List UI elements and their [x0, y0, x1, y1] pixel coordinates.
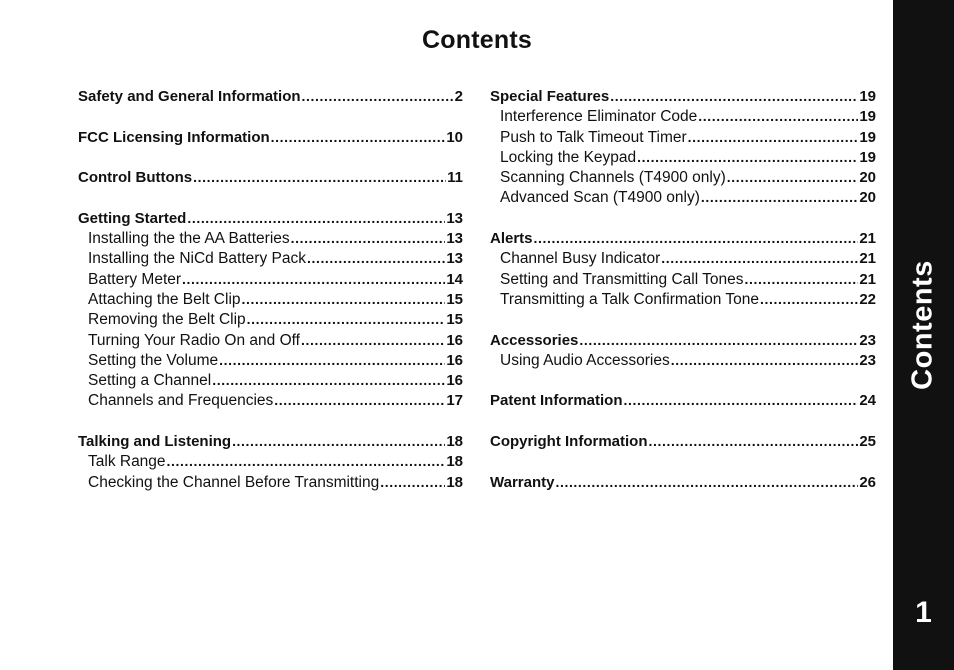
- toc-entry-page: 16: [446, 372, 463, 390]
- toc-entry-page: 24: [859, 392, 876, 410]
- toc-entry-title: Channels and Frequencies: [88, 392, 274, 410]
- toc-entry-page: 16: [446, 351, 463, 369]
- toc-entry-page: 19: [859, 148, 876, 166]
- toc-section: [78, 86, 463, 106]
- toc-entry-page: 18: [446, 473, 463, 491]
- toc-entry-title: Transmitting a Talk Confirmation Tone: [500, 290, 760, 308]
- toc-section-entry[interactable]: [490, 228, 876, 248]
- toc-entry-page: 2: [454, 88, 463, 105]
- side-tab-label: Contents: [906, 260, 939, 390]
- dot-leader: [271, 127, 446, 147]
- toc-section-entry[interactable]: [490, 431, 876, 451]
- toc-subsection-entry[interactable]: [490, 127, 876, 147]
- toc-subsection-entry[interactable]: [78, 350, 463, 370]
- toc-entry-title: Setting a Channel: [88, 372, 212, 390]
- toc-section-entry[interactable]: [78, 208, 463, 228]
- dot-leader: [167, 451, 446, 471]
- toc-section-entry[interactable]: [490, 390, 876, 410]
- dot-leader: [232, 431, 445, 451]
- toc-entry-title: Getting Started: [78, 209, 187, 227]
- page-number: 1: [915, 596, 932, 629]
- dot-leader: [760, 289, 858, 309]
- toc-section: [490, 228, 876, 309]
- toc-section-entry[interactable]: [78, 431, 463, 451]
- toc-entry-title: Removing the Belt Clip: [88, 311, 246, 329]
- toc-entry-title: Push to Talk Timeout Timer: [500, 128, 687, 146]
- dot-leader: [182, 269, 445, 289]
- toc-entry-title: FCC Licensing Information: [78, 128, 270, 146]
- toc-entry-page: 19: [859, 108, 876, 126]
- toc-entry-title: Setting and Transmitting Call Tones: [500, 270, 744, 288]
- toc-subsection-entry[interactable]: [490, 350, 876, 370]
- toc-subsection-entry[interactable]: [78, 370, 463, 390]
- dot-leader: [291, 228, 446, 248]
- toc-entry-page: 26: [859, 473, 876, 491]
- toc-section: [490, 86, 876, 208]
- toc-section: [490, 431, 876, 451]
- toc-section: [78, 431, 463, 492]
- toc-subsection-entry[interactable]: [78, 269, 463, 289]
- dot-leader: [193, 167, 446, 187]
- toc-entry-title: Using Audio Accessories: [500, 351, 670, 369]
- toc-entry-title: Locking the Keypad: [500, 148, 637, 166]
- toc-subsection-entry[interactable]: [490, 289, 876, 309]
- toc-subsection-entry[interactable]: [78, 330, 463, 350]
- toc-entry-title: Scanning Channels (T4900 only): [500, 169, 726, 187]
- dot-leader: [745, 269, 859, 289]
- dot-leader: [274, 390, 445, 410]
- toc-entry-title: Turning Your Radio On and Off: [88, 331, 300, 349]
- toc-entry-title: Advanced Scan (T4900 only): [500, 189, 700, 207]
- toc-entry-page: 13: [446, 250, 463, 268]
- toc-section-entry[interactable]: [78, 86, 463, 106]
- toc-subsection-entry[interactable]: [78, 289, 463, 309]
- toc-section: [490, 330, 876, 371]
- dot-leader: [701, 187, 858, 207]
- side-tab: [893, 0, 954, 670]
- toc-section: [78, 167, 463, 187]
- toc-entry-page: 11: [447, 169, 463, 187]
- toc-subsection-entry[interactable]: [490, 269, 876, 289]
- toc-subsection-entry[interactable]: [490, 187, 876, 207]
- toc-entry-page: 13: [446, 209, 463, 227]
- toc-entry-title: Control Buttons: [78, 169, 193, 187]
- dot-leader: [212, 370, 445, 390]
- toc-subsection-entry[interactable]: [490, 167, 876, 187]
- toc-subsection-entry[interactable]: [490, 106, 876, 126]
- toc-entry-title: Battery Meter: [88, 270, 182, 288]
- toc-entry-page: 21: [859, 230, 876, 248]
- dot-leader: [301, 330, 445, 350]
- toc-subsection-entry[interactable]: [78, 309, 463, 329]
- toc-entry-page: 15: [446, 311, 463, 329]
- toc-entry-title: Talking and Listening: [78, 433, 232, 451]
- toc-entry-page: 18: [446, 453, 463, 471]
- toc-section: [490, 390, 876, 410]
- dot-leader: [302, 86, 454, 106]
- toc-subsection-entry[interactable]: [490, 147, 876, 167]
- toc-entry-page: 21: [859, 270, 876, 288]
- dot-leader: [380, 472, 445, 492]
- toc-entry-title: Patent Information: [490, 392, 623, 410]
- dot-leader: [555, 472, 858, 492]
- toc-entry-page: 17: [446, 392, 463, 410]
- toc-entry-page: 23: [859, 351, 876, 369]
- toc-entry-page: 13: [446, 230, 463, 248]
- toc-entry-page: 18: [446, 433, 463, 451]
- toc-entry-page: 19: [859, 128, 876, 146]
- toc-entry-page: 20: [859, 169, 876, 187]
- dot-leader: [187, 208, 445, 228]
- toc-subsection-entry[interactable]: [78, 472, 463, 492]
- toc-entry-page: 20: [859, 189, 876, 207]
- dot-leader: [637, 147, 858, 167]
- dot-leader: [727, 167, 859, 187]
- toc-entry-page: 23: [859, 331, 876, 349]
- toc-entry-title: Interference Eliminator Code: [500, 108, 698, 126]
- dot-leader: [307, 248, 445, 268]
- dot-leader: [534, 228, 859, 248]
- toc-entry-title: Setting the Volume: [88, 351, 219, 369]
- toc-entry-page: 15: [446, 290, 463, 308]
- dot-leader: [688, 127, 859, 147]
- toc-entry-page: 21: [859, 250, 876, 268]
- toc-entry-title: Alerts: [490, 230, 533, 248]
- dot-leader: [247, 309, 446, 329]
- toc-entry-title: Safety and General Information: [78, 88, 301, 105]
- page-title: Contents: [422, 26, 532, 54]
- toc-entry-page: 10: [446, 128, 463, 146]
- toc-subsection-entry[interactable]: [78, 228, 463, 248]
- toc-section-entry[interactable]: [78, 127, 463, 147]
- toc-section-entry[interactable]: [490, 330, 876, 350]
- toc-subsection-entry[interactable]: [78, 451, 463, 471]
- toc-entry-title: Accessories: [490, 331, 579, 349]
- dot-leader: [242, 289, 446, 309]
- dot-leader: [649, 431, 859, 451]
- toc-entry-page: 14: [446, 270, 463, 288]
- toc-entry-title: Installing the NiCd Battery Pack: [88, 250, 306, 268]
- toc-entry-page: 19: [859, 88, 876, 105]
- toc-entry-title: Talk Range: [88, 453, 166, 471]
- dot-leader: [698, 106, 858, 126]
- toc-subsection-entry[interactable]: [78, 248, 463, 268]
- toc-entry-title: Special Features: [490, 88, 610, 105]
- toc-section-entry[interactable]: [490, 472, 876, 492]
- dot-leader: [610, 86, 858, 106]
- toc-left-column: [78, 86, 463, 512]
- toc-entry-title: Warranty: [490, 473, 555, 491]
- dot-leader: [219, 350, 445, 370]
- toc-subsection-entry[interactable]: [490, 248, 876, 268]
- toc-entry-page: 22: [859, 290, 876, 308]
- toc-section-entry[interactable]: [78, 167, 463, 187]
- dot-leader: [579, 330, 858, 350]
- dot-leader: [671, 350, 859, 370]
- toc-entry-title: Installing the the AA Batteries: [88, 230, 290, 248]
- toc-right-column: [490, 86, 876, 512]
- toc-entry-page: 16: [446, 331, 463, 349]
- dot-leader: [661, 248, 858, 268]
- toc-subsection-entry[interactable]: [78, 390, 463, 410]
- toc-section: [78, 127, 463, 147]
- toc-entry-title: Checking the Channel Before Transmitting: [88, 473, 380, 491]
- toc-section: [490, 472, 876, 492]
- toc-entry-page: 25: [859, 433, 876, 451]
- toc-entry-title: Copyright Information: [490, 433, 648, 451]
- dot-leader: [624, 390, 859, 410]
- toc-entry-title: Channel Busy Indicator: [500, 250, 661, 268]
- toc-section: [78, 208, 463, 411]
- toc-section-entry[interactable]: [490, 86, 876, 106]
- toc-entry-title: Attaching the Belt Clip: [88, 290, 241, 308]
